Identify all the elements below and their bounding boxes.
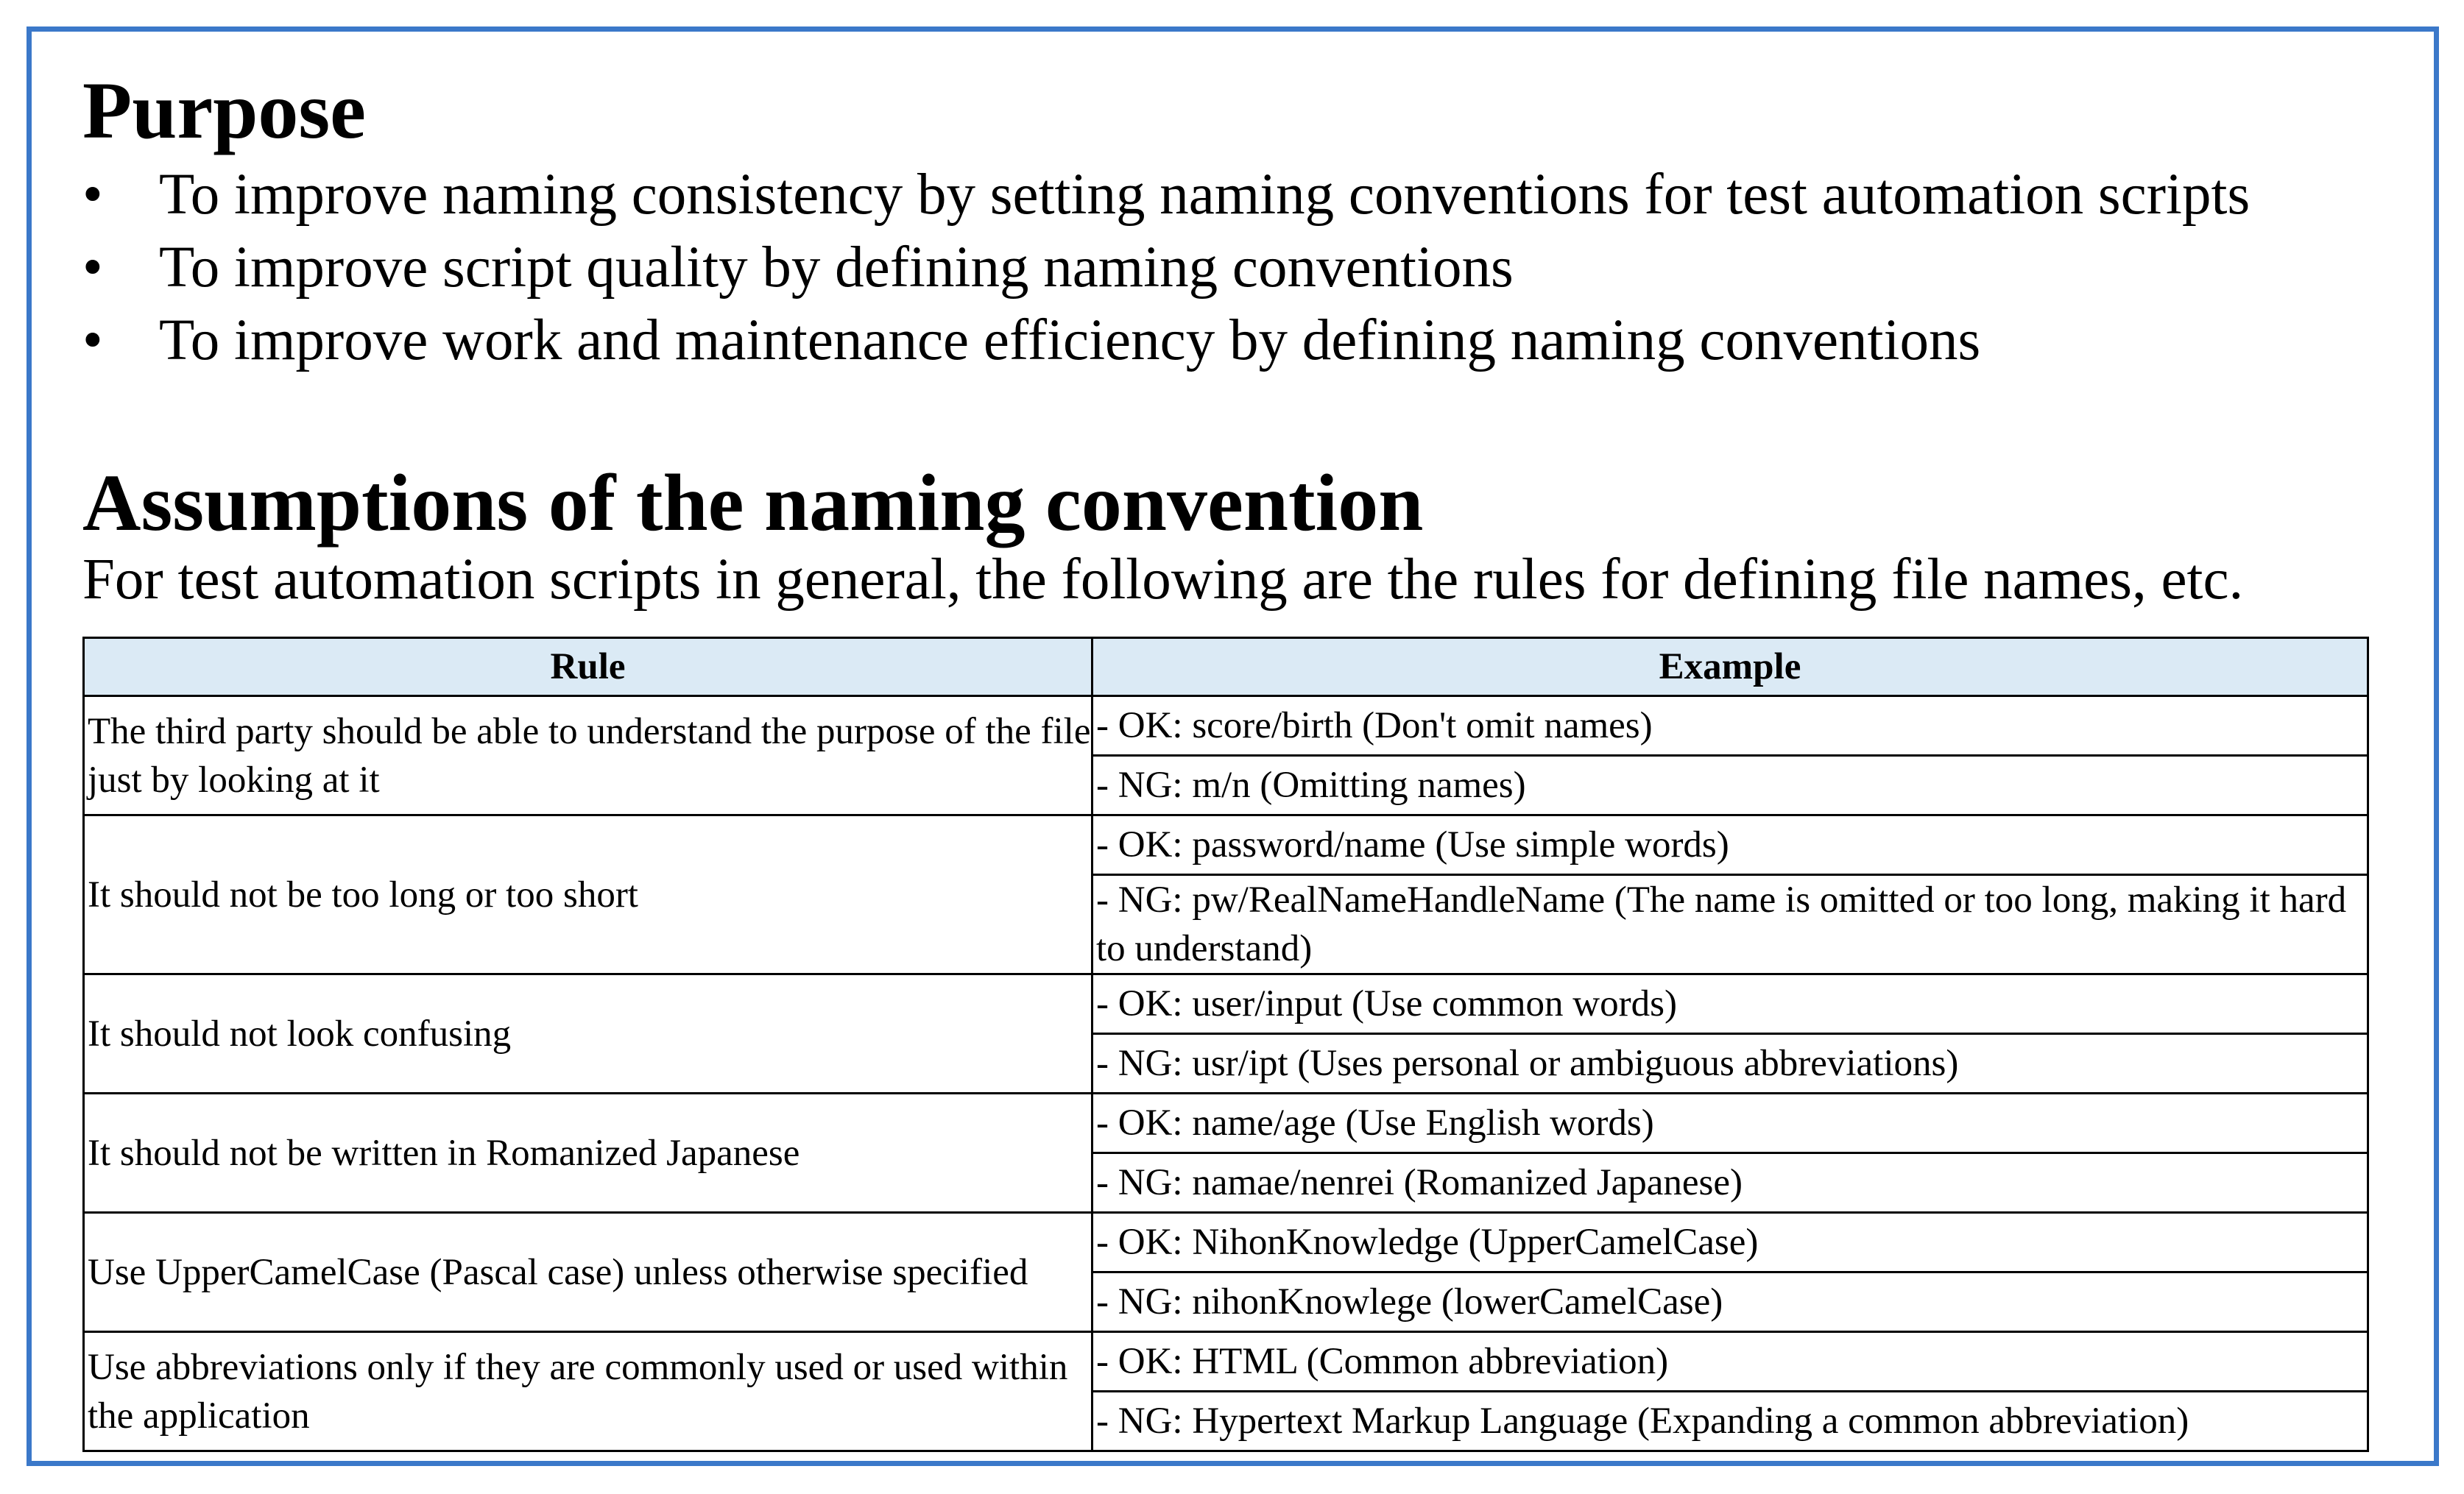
example-ok-cell: - OK: password/name (Use simple words): [1092, 815, 2368, 875]
example-ok-cell: - OK: user/input (Use common words): [1092, 974, 2368, 1034]
example-ng-cell: - NG: m/n (Omitting names): [1092, 756, 2368, 815]
purpose-bullet-list: [82, 158, 2250, 377]
column-header-rule: Rule: [84, 638, 1092, 696]
rule-cell: Use abbreviations only if they are commonly used or used within the application: [84, 1332, 1092, 1451]
rule-cell: It should not look confusing: [84, 974, 1092, 1094]
purpose-bullet-text: To improve naming consistency by setting naming conventions for test automation scripts: [159, 163, 2251, 227]
example-ng-cell: - NG: nihonKnowlege (lowerCamelCase): [1092, 1272, 2368, 1332]
column-header-example: Example: [1092, 638, 2368, 696]
table-row: [84, 696, 2368, 756]
bullet-dot-icon: •: [82, 163, 103, 227]
purpose-bullet-text: To improve script quality by defining naming conventions: [159, 236, 1514, 300]
naming-rules-table: [82, 637, 2369, 1452]
example-ng-cell: - NG: usr/ipt (Uses personal or ambiguous abbreviations): [1092, 1034, 2368, 1094]
example-ng-cell: - NG: Hypertext Markup Language (Expanding a common abbreviation): [1092, 1392, 2368, 1451]
example-ng-cell: - NG: pw/RealNameHandleName (The name is omitted or too long, making it hard to understand): [1092, 875, 2368, 974]
rule-cell: It should not be too long or too short: [84, 815, 1092, 974]
example-ng-cell: - NG: namae/nenrei (Romanized Japanese): [1092, 1153, 2368, 1213]
purpose-bullet: [82, 231, 2250, 304]
bullet-dot-icon: •: [82, 236, 103, 300]
table-row: [84, 1213, 2368, 1272]
purpose-bullet-text: To improve work and maintenance efficiency by defining naming conventions: [159, 308, 1981, 372]
purpose-bullet: [82, 158, 2250, 231]
example-ok-cell: - OK: HTML (Common abbreviation): [1092, 1332, 2368, 1392]
purpose-heading: Purpose: [82, 66, 366, 155]
table-row: [84, 1332, 2368, 1392]
rule-cell: It should not be written in Romanized Japanese: [84, 1094, 1092, 1213]
rule-cell: Use UpperCamelCase (Pascal case) unless otherwise specified: [84, 1213, 1092, 1332]
table-row: [84, 1094, 2368, 1153]
bullet-dot-icon: •: [82, 308, 103, 372]
example-ok-cell: - OK: NihonKnowledge (UpperCamelCase): [1092, 1213, 2368, 1272]
assumptions-intro: For test automation scripts in general, the following are the rules for defining file names, etc.: [82, 548, 2244, 612]
rule-cell: The third party should be able to understand the purpose of the file just by looking at it: [84, 696, 1092, 815]
example-ok-cell: - OK: name/age (Use English words): [1092, 1094, 2368, 1153]
table-row: [84, 974, 2368, 1034]
table-row: [84, 815, 2368, 875]
example-ok-cell: - OK: score/birth (Don't omit names): [1092, 696, 2368, 756]
purpose-bullet: [82, 304, 2250, 377]
assumptions-heading: Assumptions of the naming convention: [82, 458, 1424, 548]
